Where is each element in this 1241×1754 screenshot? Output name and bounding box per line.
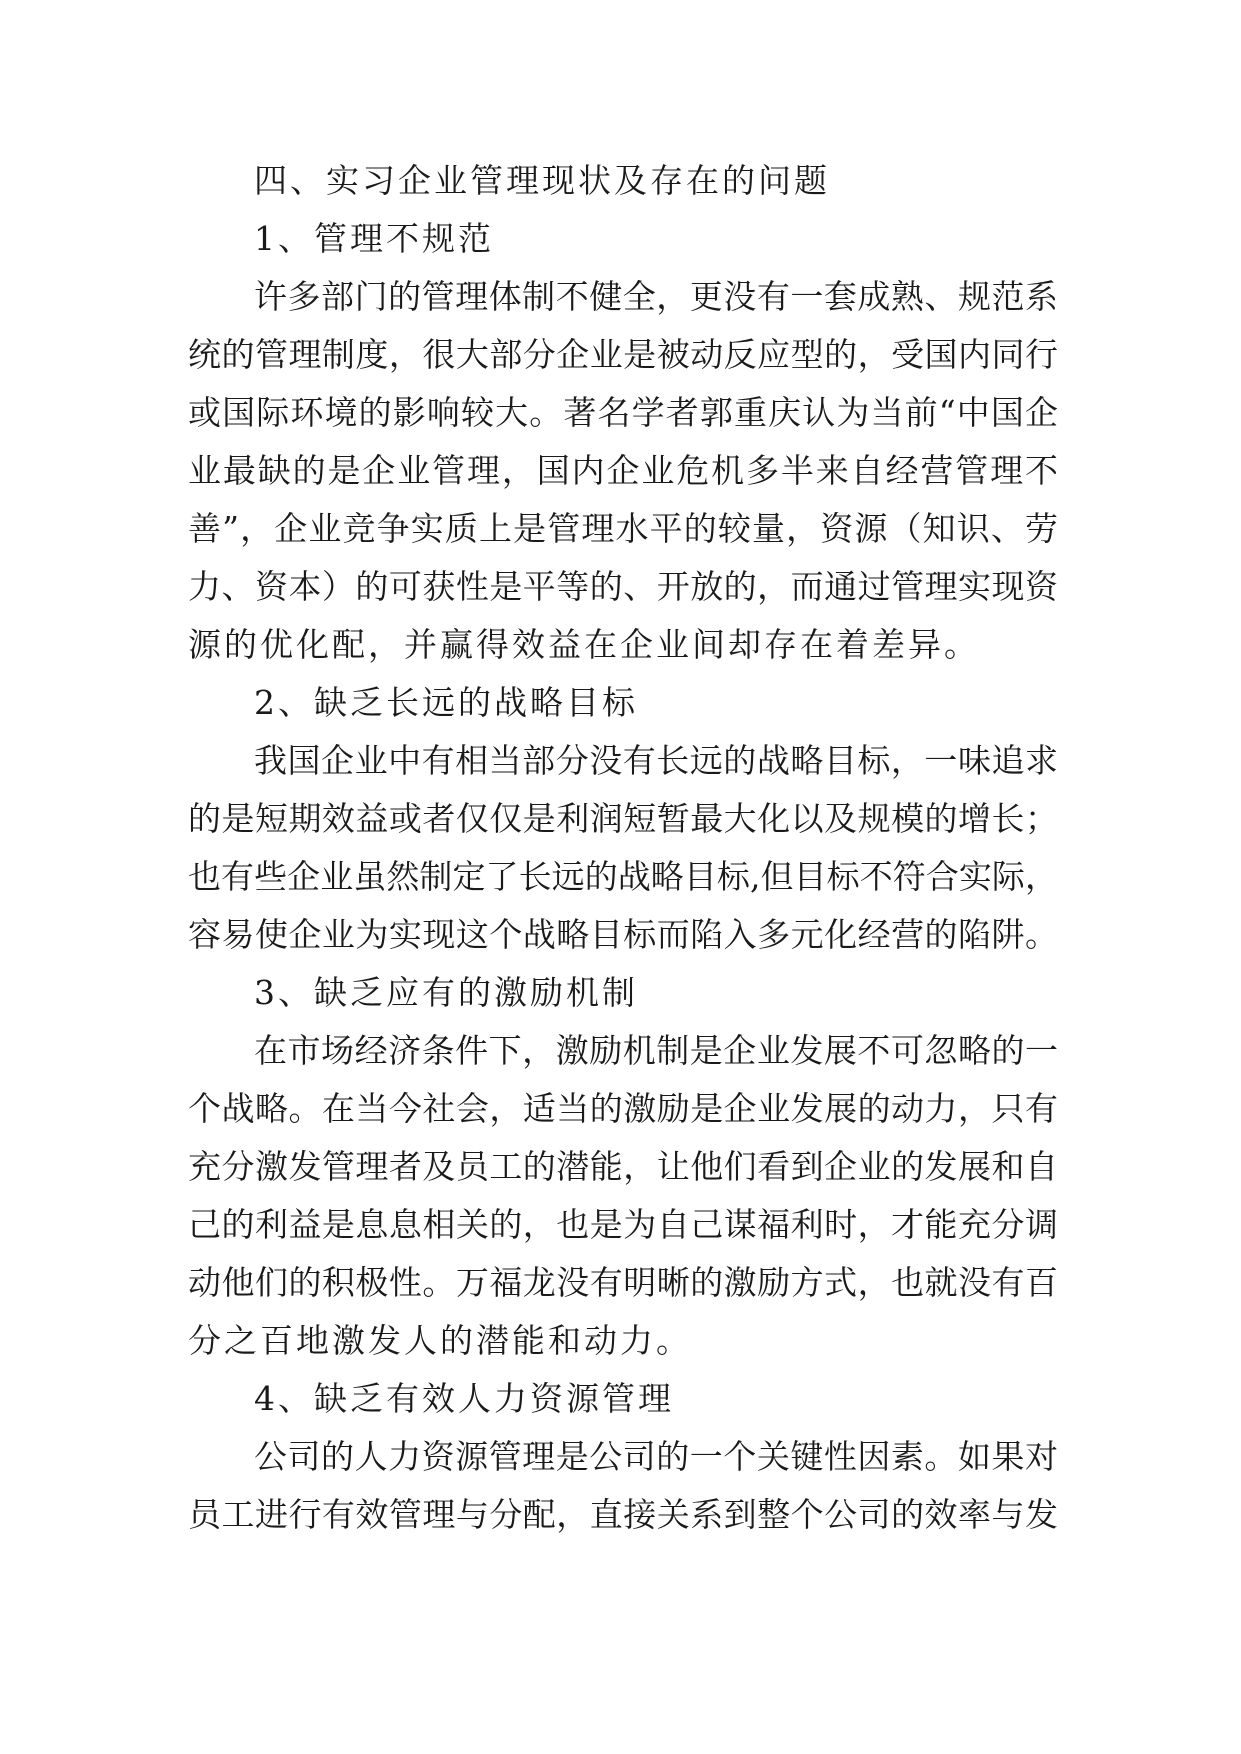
paragraph-line: 业最缺的是企业管理，国内企业危机多半来自经营管理不 xyxy=(188,451,1058,490)
paragraph-line: 个战略。在当今社会，适当的激励是企业发展的动力，只有 xyxy=(188,1089,1058,1128)
paragraph-line: 许多部门的管理体制不健全，更没有一套成熟、规范系 xyxy=(254,277,1058,316)
paragraph-line: 力、资本）的可获性是平等的、开放的，而通过管理实现资 xyxy=(188,567,1058,606)
paragraph-line: 也有些企业虽然制定了长远的战略目标,但目标不符合实际， xyxy=(188,857,1058,896)
paragraph-line: 我国企业中有相当部分没有长远的战略目标，一味追求 xyxy=(254,741,1058,780)
paragraph-line: 源的优化配，并赢得效益在企业间却存在着差异。 xyxy=(188,625,980,664)
paragraph-line: 善”，企业竞争实质上是管理水平的较量，资源（知识、劳 xyxy=(188,509,1058,548)
subsection-heading: 2、缺乏长远的战略目标 xyxy=(254,683,638,722)
paragraph-line: 容易使企业为实现这个战略目标而陷入多元化经营的陷阱。 xyxy=(188,915,1058,954)
paragraph-line: 员工进行有效管理与分配，直接关系到整个公司的效率与发 xyxy=(188,1495,1058,1534)
paragraph-line: 充分激发管理者及员工的潜能，让他们看到企业的发展和自 xyxy=(188,1147,1058,1186)
paragraph-line: 或国际环境的影响较大。著名学者郭重庆认为当前“中国企 xyxy=(188,393,1058,432)
paragraph-line: 公司的人力资源管理是公司的一个关键性因素。如果对 xyxy=(254,1437,1058,1476)
document-body xyxy=(188,152,1058,1544)
paragraph-line: 分之百地激发人的潜能和动力。 xyxy=(188,1321,692,1360)
paragraph-line: 统的管理制度，很大部分企业是被动反应型的，受国内同行 xyxy=(188,335,1058,374)
subsection-heading: 1、管理不规范 xyxy=(254,219,494,258)
section-heading: 四、实习企业管理现状及存在的问题 xyxy=(254,161,830,200)
paragraph-line: 的是短期效益或者仅仅是利润短暂最大化以及规模的增长； xyxy=(188,799,1058,838)
subsection-heading: 4、缺乏有效人力资源管理 xyxy=(254,1379,674,1418)
paragraph-line: 在市场经济条件下，激励机制是企业发展不可忽略的一 xyxy=(254,1031,1058,1070)
paragraph-line: 己的利益是息息相关的，也是为自己谋福利时，才能充分调 xyxy=(188,1205,1058,1244)
paragraph-line: 动他们的积极性。万福龙没有明晰的激励方式，也就没有百 xyxy=(188,1263,1058,1302)
subsection-heading: 3、缺乏应有的激励机制 xyxy=(254,973,638,1012)
